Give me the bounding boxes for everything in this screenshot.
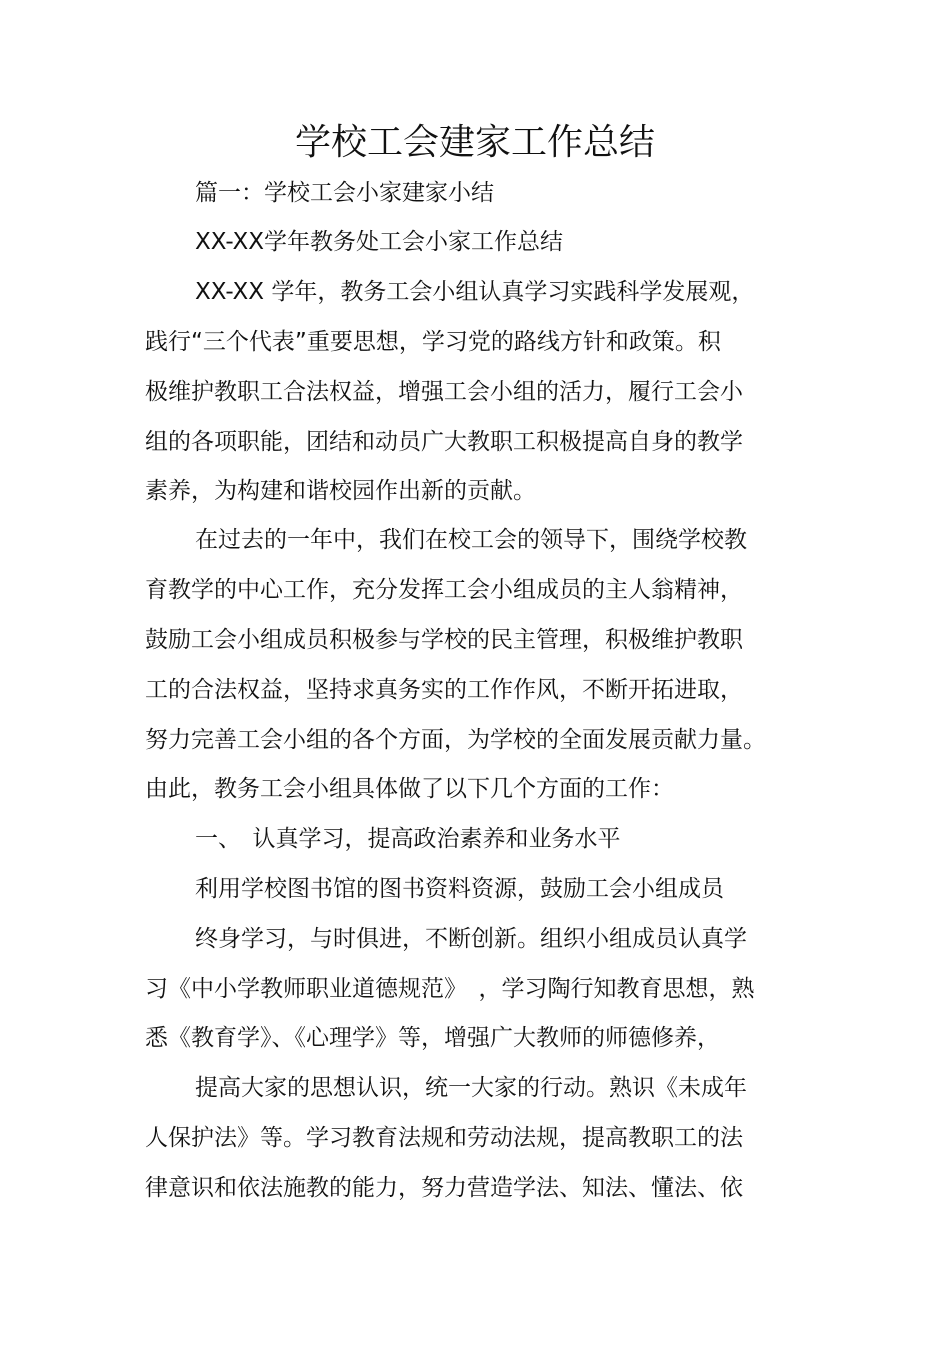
text-line: 素养，为构建和谐校园作出新的贡献。 (145, 478, 536, 504)
text-line: 育教学的中心工作，充分发挥工会小组成员的主人翁精神， (145, 577, 743, 603)
text-line: 努力完善工会小组的各个方面，为学校的全面发展贡献力量。 (145, 727, 766, 753)
text-line: 习《中小学教师职业道德规范》 ，学习陶行知教育思想，熟 (145, 976, 755, 1002)
text-line: 工的合法权益，坚持求真务实的工作作风，不断开拓进取， (145, 677, 743, 703)
text-line: XX-XX 学年，教务工会小组认真学习实践科学发展观， (195, 279, 755, 305)
text-line: 践行“三个代表”重要思想，学习党的路线方针和政策。积 (145, 329, 721, 355)
text-line: 在过去的一年中，我们在校工会的领导下，围绕学校教 (195, 527, 747, 553)
text-line: 篇一：学校工会小家建家小结 (195, 180, 494, 206)
text-line: XX-XX学年教务处工会小家工作总结 (195, 229, 564, 255)
text-line: 悉《教育学》、《心理学》等，增强广大教师的师德修养， (145, 1025, 720, 1051)
text-line: 鼓励工会小组成员积极参与学校的民主管理，积极维护教职 (145, 627, 743, 653)
text-line: 终身学习，与时俱进，不断创新。组织小组成员认真学 (195, 926, 747, 952)
text-line: 提高大家的思想认识，统一大家的行动。熟识《未成年 (195, 1075, 747, 1101)
text-line: 极维护教职工合法权益，增强工会小组的活力，履行工会小 (145, 379, 743, 405)
section-heading: 一、 认真学习，提高政治素养和业务水平 (195, 826, 621, 852)
document-title: 学校工会建家工作总结 (294, 122, 655, 163)
text-line: 利用学校图书馆的图书资料资源，鼓励工会小组成员 (195, 876, 724, 902)
text-line: 组的各项职能，团结和动员广大教职工积极提高自身的教学 (145, 429, 743, 455)
text-line: 由此，教务工会小组具体做了以下几个方面的工作： (145, 776, 674, 802)
text-line: 人保护法》等。学习教育法规和劳动法规，提高教职工的法 (145, 1125, 743, 1151)
text-line: 律意识和依法施教的能力，努力营造学法、知法、懂法、依 (145, 1175, 743, 1201)
